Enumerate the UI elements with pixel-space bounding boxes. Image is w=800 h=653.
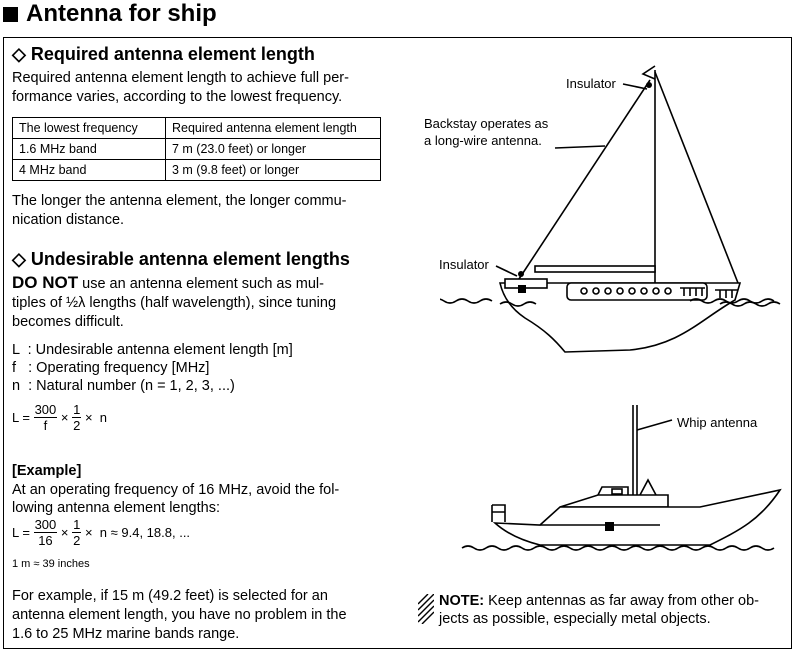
required-text-line1: Required antenna element length to achieve full per-	[12, 70, 349, 86]
example-heading: [Example]	[12, 463, 82, 479]
insulator-top-icon	[646, 82, 652, 88]
example-den1: 16	[38, 533, 53, 548]
page-title	[3, 0, 217, 28]
label-backstay-line2: a long-wire antenna.	[424, 133, 542, 148]
table-header: The lowest frequency	[13, 118, 166, 139]
required-text-line2: formance varies, according to the lowest frequency.	[12, 89, 343, 105]
conversion-note: 1 m ≈ 39 inches	[12, 558, 90, 570]
label-backstay-line1: Backstay operates as	[424, 116, 549, 131]
page-title-text: Antenna for ship	[26, 0, 217, 27]
after-table-line2: nication distance.	[12, 212, 125, 228]
example-num2: 1	[73, 517, 81, 532]
table-row	[13, 139, 381, 160]
general-formula	[12, 402, 107, 433]
table-cell: 7 m (23.0 feet) or longer	[166, 139, 381, 160]
note-hatch-icon	[418, 594, 434, 624]
formula-fraction-1	[34, 402, 58, 433]
example-formula-lhs: L =	[12, 525, 30, 540]
example-formula-rest: × n ≈ 9.4, 18.8, ...	[84, 525, 191, 540]
undesirable-line1: use an antenna element such as mul-	[78, 276, 324, 292]
table-cell: 4 MHz band	[13, 160, 166, 181]
table-cell: 3 m (9.8 feet) or longer	[166, 160, 381, 181]
label-insulator-bottom: Insulator	[439, 257, 489, 272]
formula-den1: f	[43, 418, 48, 433]
table-cell: 1.6 MHz band	[13, 139, 166, 160]
after-table-line1: The longer the antenna element, the longer commu-	[12, 193, 347, 209]
note-line1	[439, 592, 759, 611]
undesirable-heading: ◇ Undesirable antenna element lengths	[12, 249, 350, 269]
example-line1: At an operating frequency of 16 MHz, avoid the fol-	[12, 482, 340, 498]
formula-times1: ×	[60, 410, 69, 425]
table-header-row	[13, 118, 381, 139]
definition-L: L : Undesirable antenna element length [m]	[12, 342, 293, 358]
formula-lhs: L =	[12, 410, 30, 425]
example-fraction-2	[72, 517, 81, 548]
note-label: NOTE:	[439, 593, 485, 609]
final-line1: For example, if 15 m (49.2 feet) is selected for an	[12, 588, 328, 604]
title-square-icon	[3, 7, 18, 22]
final-line2: antenna element length, you have no problem in the	[12, 607, 347, 623]
table-row	[13, 160, 381, 181]
example-den2: 2	[73, 533, 81, 548]
sailboat-illustration	[440, 60, 785, 360]
formula-num1: 300	[34, 402, 57, 417]
example-fraction-1	[34, 517, 58, 548]
example-line2: lowing antenna element lengths:	[12, 500, 220, 516]
formula-den2: 2	[73, 418, 81, 433]
example-times1: ×	[60, 525, 69, 540]
required-heading: ◇ Required antenna element length	[12, 44, 315, 64]
table-header: Required antenna element length	[166, 118, 381, 139]
formula-times2: × n	[84, 410, 108, 425]
final-line3: 1.6 to 25 MHz marine bands range.	[12, 626, 240, 642]
label-whip-antenna: Whip antenna	[677, 415, 758, 430]
undesirable-line3: becomes difficult.	[12, 314, 124, 330]
length-table	[12, 117, 381, 181]
label-insulator-top: Insulator	[566, 76, 616, 91]
formula-fraction-2	[72, 402, 81, 433]
definition-n: n : Natural number (n = 1, 2, 3, ...)	[12, 378, 235, 394]
insulator-bottom-icon	[518, 271, 524, 277]
do-not-text: DO NOT	[12, 273, 79, 292]
undesirable-line2: tiples of ½λ lengths (half wavelength), since tuning	[12, 295, 337, 311]
note-line2: jects as possible, especially metal objects.	[439, 611, 711, 627]
example-formula	[12, 517, 190, 548]
definition-f: f : Operating frequency [MHz]	[12, 360, 210, 376]
note-text1: Keep antennas as far away from other ob-	[484, 593, 759, 609]
formula-num2: 1	[73, 402, 81, 417]
example-num1: 300	[34, 517, 57, 532]
